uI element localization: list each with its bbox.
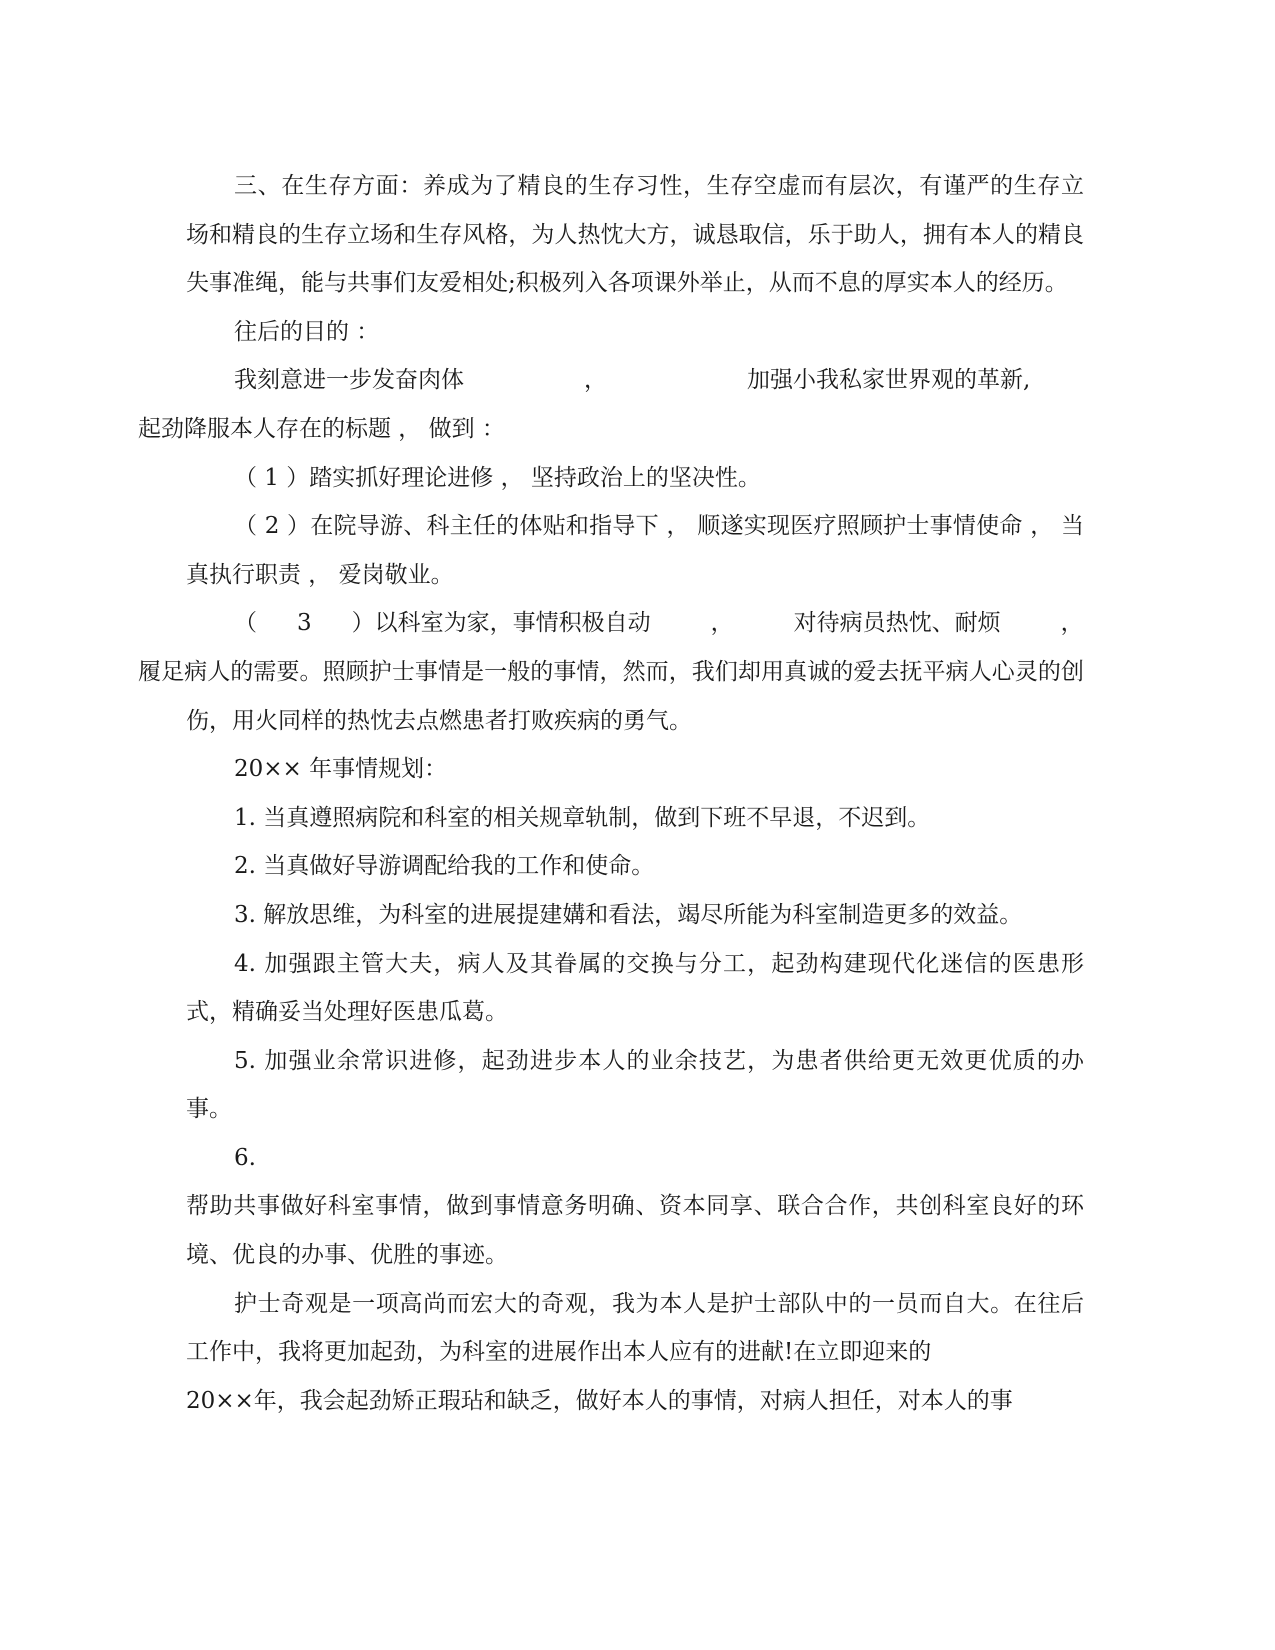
item3-text-2: 对待病员热忱、耐烦: [793, 610, 1001, 637]
paragraph-item-3: [138, 599, 1084, 745]
paragraph-future-goal: [138, 356, 1084, 453]
paragraph-plan-heading: 20×× 年事情规划：: [234, 756, 448, 783]
item3-text-1: ）以科室为家，事情积极自动: [351, 610, 651, 637]
goal-text-3: 起劲降服本人存在的标题 ， 做到 ：: [138, 415, 505, 442]
goal-comma: ，: [584, 367, 607, 394]
paragraph-item-1: （ 1 ）踏实抓好理论进修 ， 坚持政治上的坚决性。: [234, 464, 761, 491]
plan-item-6-number: 6.: [234, 1144, 256, 1171]
plan-item-2: 2. 当真做好导游调配给我的工作和使命。: [234, 853, 655, 880]
item3-text-3: 履足病人的需要。照顾护士事情是一般的事情，然而，我们却用真诚的爱去抚平病人心灵的创伤，用火同样的热忱去点燃患者打败疾病的勇气。: [138, 658, 1084, 734]
paragraph-conclusion: 护士奇观是一项高尚而宏大的奇观，我为本人是护士部队中的一员而自大。在往后工作中，我将更加起劲，为科室的进展作出本人应有的进献!在立即迎来的: [186, 1290, 1084, 1366]
paragraph-future-goal-heading: 往后的目的 ：: [234, 318, 380, 345]
goal-text-1: 我刻意进一步发奋肉体: [234, 367, 464, 394]
item3-comma-1: ，: [710, 610, 734, 637]
plan-item-5: 5. 加强业余常识进修，起劲进步本人的业余技艺，为患者供给更无效更优质的办事。: [186, 1047, 1084, 1123]
paragraph-living-aspect: 三、在生存方面：养成为了精良的生存习性，生存空虚而有层次，有谨严的生存立场和精良的生存立场和生存风格，为人热忱大方，诚恳取信，乐于助人，拥有本人的精良失事准绳，能与共事们友爱相处;积极列入各项课外举止，从而不息的厚实本人的经历。: [186, 173, 1084, 297]
plan-item-6-text: 帮助共事做好科室事情，做到事情意务明确、资本同享、联合合作，共创科室良好的环境、优良的办事、优胜的事迹。: [186, 1193, 1084, 1269]
plan-item-1: 1. 当真遵照病院和科室的相关规章轨制，做到下班不早退，不迟到。: [234, 804, 931, 831]
goal-text-2: 加强小我私家世界观的革新,: [747, 367, 1031, 394]
item3-comma-2: ，: [1060, 610, 1084, 637]
item3-number: 3: [297, 610, 312, 637]
document-body: [138, 162, 1084, 1425]
paragraph-conclusion-continued: 20××年，我会起劲矫正瑕玷和缺乏，做好本人的事情，对病人担任，对本人的事: [186, 1387, 1013, 1414]
item3-open: （: [234, 610, 257, 637]
plan-item-4: 4. 加强跟主管大夫，病人及其眷属的交换与分工，起劲构建现代化迷信的医患形式，精确妥当处理好医患瓜葛。: [186, 950, 1084, 1026]
paragraph-item-2: （ 2 ）在院导游、科主任的体贴和指导下 ， 顺遂实现医疗照顾护士事情使命 ， 当真执行职责 ， 爱岗敬业。: [186, 513, 1084, 588]
plan-item-3: 3. 解放思维，为科室的进展提建媾和看法，竭尽所能为科室制造更多的效益。: [234, 901, 1023, 928]
